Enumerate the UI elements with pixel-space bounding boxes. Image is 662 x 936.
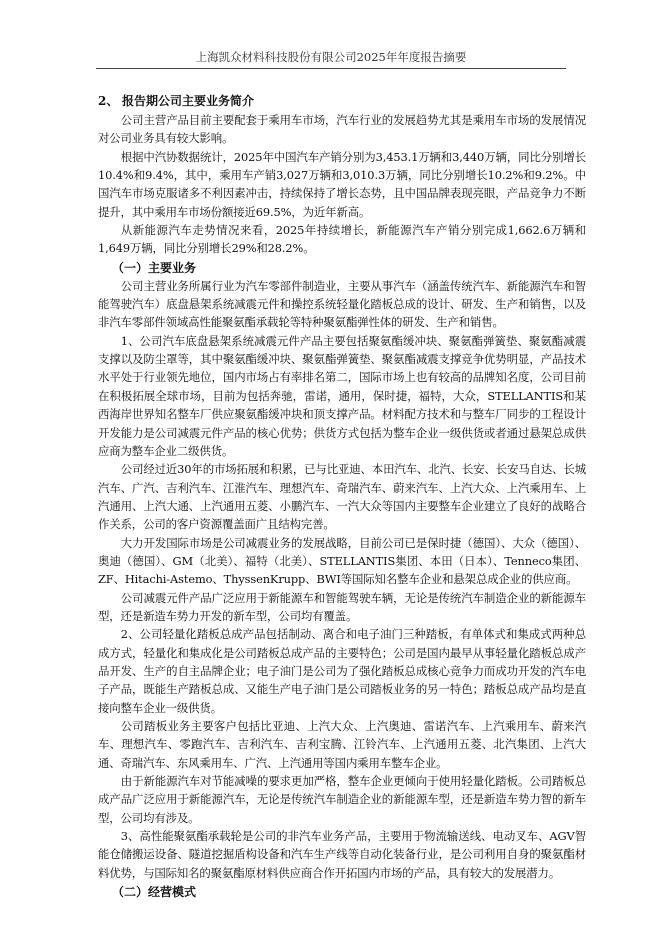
subsection-heading-business-model: （二）经营模式: [112, 885, 197, 900]
suspension-products-paragraph: 1、公司汽车底盘悬架系统减震元件产品主要包括聚氨酯缓冲块、聚氨酯弹簧垫、聚氨酯减震支撑以及防尘罩等，其中聚氨酯缓冲块、聚氨酯弹簧垫、聚氨酯减震支撑竞争优势明显，产品技术水平处于行业领先地位，国内市场占有率排名第二，国际市场上也有较高的品牌知名度，公司目前在积极拓展全球市场，目前为包括奔驰，雷诺，通用，保时捷，福特，大众，STELLANTIS和某西海岸世界知名整车厂供应聚氨酯缓冲块和顶支撑产品。材料配方技术和与整车厂同步的工程设计开发能力是公司减震元件产品的核心优势；供货方式包括为整车企业一级供货或者通过悬架总成供应商为整车企业二级供货。: [98, 333, 586, 458]
load-wheel-paragraph: 3、高性能聚氨酯承载轮是公司的非汽车业务产品，主要用于物流输送线、电动叉车、AGV智能仓储搬运设备、隧道挖掘盾构设备和汽车生产线等自动化装备行业，是公司利用自身的聚氨酯材料优势，与国际知名的聚氨酯原材料供应商合作开拓国内市场的产品，具有较大的发展潜力。: [98, 829, 586, 880]
lightweight-pedal-paragraph: 由于新能源汽车对节能减噪的要求更加严格，整车企业更倾向于使用轻量化踏板。公司踏板总成产品广泛应用于新能源汽车，无论是传统汽车制造企业的新能源车型，还是新造车势力智的新车型，公司均有涉及。: [98, 774, 586, 825]
subsection-heading-main-business: （一）主要业务: [112, 260, 197, 275]
section-title: 报告期公司主要业务简介: [122, 94, 255, 108]
document-title: 上海凯众材料科技股份有限公司2025年年度报告摘要: [195, 50, 467, 64]
page-header: [96, 50, 566, 69]
new-energy-coverage-paragraph: 公司减震元件产品广泛应用于新能源车和智能驾驶车辆，无论是传统汽车制造企业的新能源车型，还是新造车势力开发的新车型，公司均有覆盖。: [98, 590, 586, 623]
section-number: 2、: [98, 94, 119, 108]
international-market-paragraph: 大力开发国际市场是公司减震业务的发展战略，目前公司已是保时捷（德国）、大众（德国）、奥迪（德国）、GM（北美）、福特（北美）、STELLANTIS集团、本田（日本）、Tenneco集团、ZF、Hitachi-Astemo、ThyssenKrupp、BWI等国际知名整车企业和悬架总成企业的供应商。: [98, 535, 586, 587]
intro-paragraph-statistics: 根据中汽协数据统计，2025年中国汽车产销分别为3,453.1万辆和3,440万辆，同比分别增长10.4%和9.4%，其中，乘用车产销3,027万辆和3,010.3万辆，同比分别增长10.2%和9.2%。中国汽车市场克服诸多不利因素冲击，持续保持了增长态势，且中国品牌表现亮眼，产品竞争力不断提升，其中乘用车市场份额接近69.5%，为近年新高。: [98, 149, 586, 219]
intro-paragraph-new-energy: 从新能源汽车走势情况来看，2025年持续增长，新能源汽车产销分别完成1,662.6万辆和1,649万辆，同比分别增长29%和28.2%。: [98, 223, 586, 256]
section-heading: [98, 92, 586, 110]
main-business-paragraph: 公司主营业务所属行业为汽车零部件制造业，主要从事汽车（涵盖传统汽车、新能源汽车和智能驾驶汽车）底盘悬架系统减震元件和操控系统轻量化踏板总成的设计、研发、生产和销售，以及非汽车零部件领域高性能聚氨酯承载轮等特种聚氨酯弹性体的研发、生产和销售。: [98, 278, 586, 330]
report-body: [98, 92, 586, 901]
pedal-products-paragraph: 2、公司轻量化踏板总成产品包括制动、离合和电子油门三种踏板，有单体式和集成式两种总成方式，轻量化和集成化是公司踏板总成产品的主要特色；公司是国内最早从事轻量化踏板总成产品开发、生产的自主品牌企业；电子油门是公司为了强化踏板总成核心竞争力而成功开发的汽车电子产品，既能生产踏板总成、又能生产电子油门是公司踏板业务的另一特色；踏板总成产品均是直接向整车企业一级供货。: [98, 627, 586, 715]
intro-paragraph-market: 公司主营产品目前主要配套于乘用车市场，汽车行业的发展趋势尤其是乘用车市场的发展情况对公司业务具有较大影响。: [98, 113, 586, 146]
pedal-customers-paragraph: 公司踏板业务主要客户包括比亚迪、上汽大众、上汽奥迪、雷诺汽车、上汽乘用车、蔚来汽车、理想汽车、零跑汽车、吉利汽车、吉利宝腾、江铃汽车、上汽通用五菱、北汽集团、上汽大通、奇瑞汽车、东风乘用车、广汽、上汽通用等国内乘用车整车企业。: [98, 719, 586, 770]
domestic-customers-paragraph: 公司经过近30年的市场拓展和积累，已与比亚迪、本田汽车、北汽、长安、长安马自达、长城汽车、广汽、吉利汽车、江淮汽车、理想汽车、奇瑞汽车、蔚来汽车、上汽大众、上汽乘用车、上汽通用、上汽大通、上汽通用五菱、小鹏汽车、一汽大众等国内主要整车企业建立了良好的战略合作关系，公司的客户资源覆盖面广且结构完善。: [98, 462, 586, 532]
